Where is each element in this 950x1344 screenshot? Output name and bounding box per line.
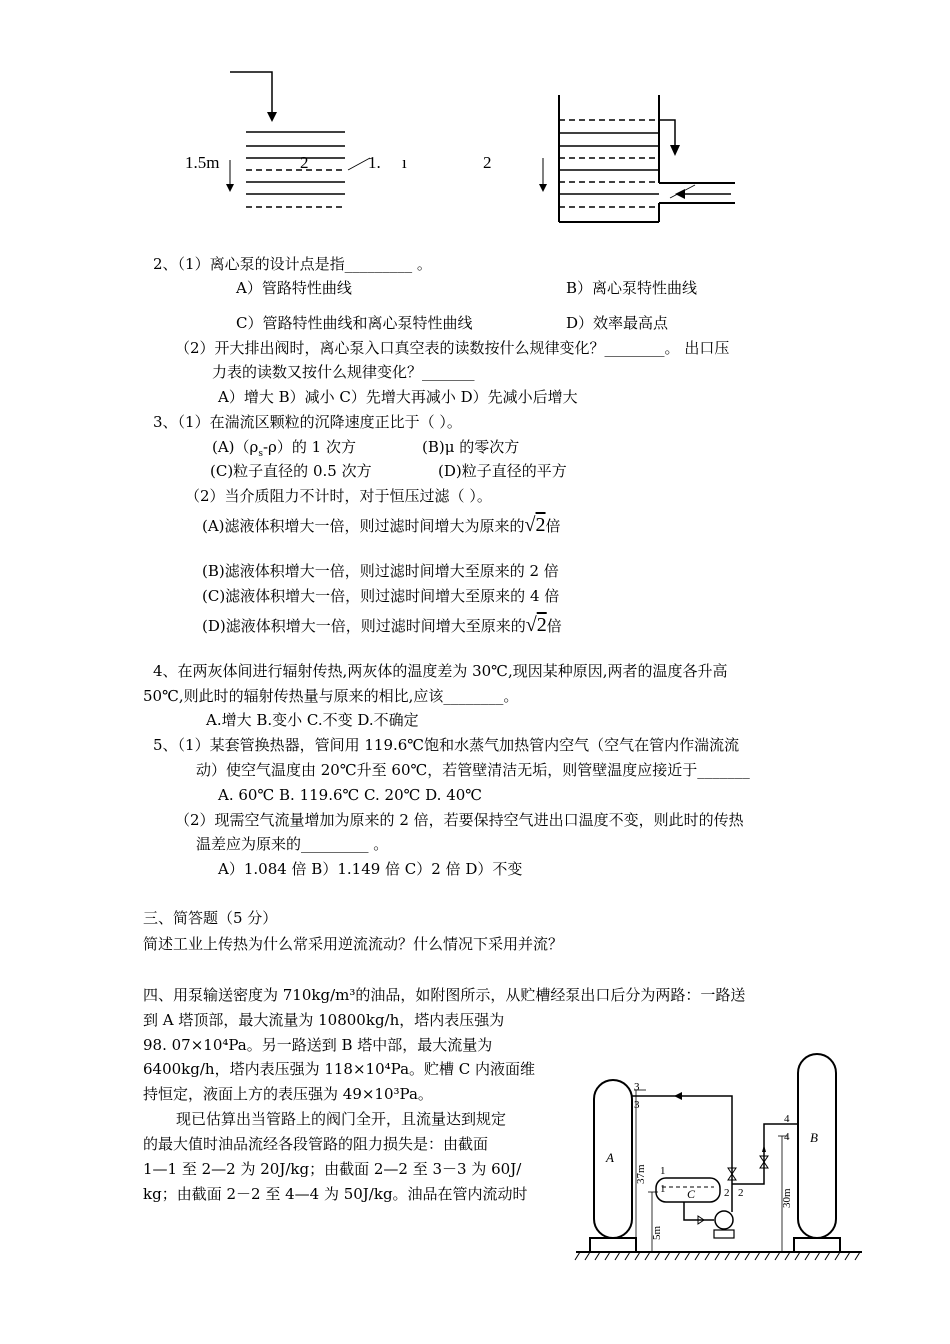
bei-label: 倍: [546, 617, 562, 635]
fig-label-1-5m: 1.5m: [185, 153, 220, 172]
section-2-label: 2: [724, 1187, 730, 1199]
tower-b-label: B: [810, 1130, 818, 1145]
height-5m: 5m: [651, 1225, 663, 1240]
q5-options1: A. 60℃ B. 119.6℃ C. 20℃ D. 40℃: [218, 786, 483, 804]
top-right-figure: [535, 90, 740, 230]
q3-filter-c: (C)滤液体积增大一倍，则过滤时间增大至原来的 4 倍: [202, 587, 560, 605]
bei-label: 倍: [545, 517, 561, 535]
section4-line3: 98. 07×10⁴Pa。另一路送到 B 塔中部，最大流量为: [143, 1036, 493, 1054]
q2-stem1: 2、（1）离心泵的设计点是指_________ 。: [153, 255, 432, 273]
q3-option-a: [212, 437, 356, 464]
q2-option-b: B）离心泵特性曲线: [566, 279, 698, 297]
fig-top-mid-label: 2: [483, 153, 492, 172]
section4-line2: 到 A 塔顶部，最大流量为 10800kg/h，塔内表压强为: [143, 1011, 505, 1029]
q3-filter-a: [202, 515, 561, 536]
q3-option-c: (C)粒子直径的 0.5 次方: [210, 462, 372, 480]
section4-line8: 1—1 至 2—2 为 20J/kg；由截面 2—2 至 3－3 为 60J/: [143, 1160, 522, 1178]
q3-option-b: (B)μ 的零次方: [422, 438, 520, 456]
q2-option-c: C）管路特性曲线和离心泵特性曲线: [236, 314, 473, 332]
q5-line4: 温差应为原来的_________ 。: [196, 835, 389, 853]
section-1-label: 1: [660, 1183, 666, 1195]
section4-line5: 持恒定，液面上方的表压强为 49×10³Pa。: [143, 1085, 433, 1103]
tank-c-label: C: [687, 1187, 696, 1201]
q3-stem1: 3、（1）在湍流区颗粒的沉降速度正比于（ ）。: [153, 413, 462, 431]
section4-line7: 的最大值时油品流经各段管路的阻力损失是：由截面: [143, 1135, 489, 1153]
q3-option-a-sub: s: [258, 449, 263, 459]
section-3-label: 3: [634, 1099, 640, 1111]
section-1-label: 1: [660, 1165, 666, 1177]
q3-option-a-rest: -ρ）的 1 次方: [262, 438, 356, 456]
q5-line1: 5、（1）某套管换热器，管间用 119.6℃饱和水蒸气加热管内空气（空气在管内作湍流流: [153, 736, 740, 754]
q4-line2: 50℃,则此时的辐射传热量与原来的相比,应该________。: [143, 687, 519, 705]
q3-filter-a-text: (A)滤液体积增大一倍，则过滤时间增大为原来的: [202, 517, 525, 535]
sqrt-two: 2: [536, 614, 547, 636]
q2-options2: A）增大 B）减小 C）先增大再减小 D）先减小后增大: [218, 388, 578, 406]
q2-option-a: A）管路特性曲线: [236, 279, 352, 297]
section3-title: 三、简答题（5 分）: [143, 909, 278, 927]
top-left-figure: [180, 62, 410, 227]
q3-option-d: (D)粒子直径的平方: [438, 462, 567, 480]
section-4-label: 4: [784, 1131, 790, 1143]
q5-line2: 动）使空气温度由 20℃升至 60℃，若管壁清洁无垢，则管壁温度应接近于_______: [196, 761, 750, 779]
q3-filter-b: (B)滤液体积增大一倍，则过滤时间增大至原来的 2 倍: [202, 562, 559, 580]
section-2-label: 2: [738, 1187, 744, 1199]
fig-label-1: 1.: [368, 153, 381, 172]
q3-filter-d-text: (D)滤液体积增大一倍，则过滤时间增大至原来的: [202, 617, 526, 635]
fig-label-2: 2: [300, 153, 309, 172]
height-37m: 37m: [635, 1164, 647, 1184]
q4-options: A.增大 B.变小 C.不变 D.不确定: [206, 711, 419, 729]
pump-tower-diagram: [574, 1044, 864, 1269]
height-30m: 30m: [781, 1188, 793, 1208]
sqrt-symbol: √: [525, 614, 537, 636]
sqrt-two: 2: [535, 514, 546, 536]
section4-line1: 四、用泵输送密度为 710kg/m³的油品，如附图所示，从贮槽经泵出口后分为两路：一路送: [143, 986, 746, 1004]
section-4-label: 4: [784, 1113, 790, 1125]
q3-stem2: （2）当介质阻力不计时，对于恒压过滤（ ）。: [185, 487, 492, 505]
section4-line4: 6400kg/h，塔内表压强为 118×10⁴Pa。贮槽 C 内液面维: [143, 1060, 536, 1078]
sqrt-symbol: √: [524, 514, 536, 536]
q3-option-a-text: (A)（ρ: [212, 438, 259, 456]
q5-line3: （2）现需空气流量增加为原来的 2 倍，若要保持空气进出口温度不变，则此时的传热: [175, 811, 744, 829]
q2-stem2-line1: （2）开大排出阀时，离心泵入口真空表的读数按什么规律变化？________。 出口压: [175, 339, 730, 357]
q4-line1: 4、在两灰体间进行辐射传热,两灰体的温度差为 30℃,现因某种原因,两者的温度各升高: [153, 662, 728, 680]
q2-stem2-line2: 力表的读数又按什么规律变化？_______: [212, 363, 475, 381]
q2-option-d: D）效率最高点: [566, 314, 669, 332]
section4-line9: kg；由截面 2－2 至 4—4 为 50J/kg。油品在管内流动时: [143, 1185, 528, 1203]
section4-line6: 现已估算出当管路上的阀门全开，且流量达到规定: [176, 1110, 507, 1128]
q5-options2: A）1.084 倍 B）1.149 倍 C）2 倍 D）不变: [218, 860, 523, 878]
tower-a-label: A: [606, 1150, 614, 1165]
section-3-label: 3: [634, 1081, 640, 1093]
section3-question: 简述工业上传热为什么常采用逆流流动？什么情况下采用并流？: [143, 935, 564, 953]
q3-filter-d: [202, 615, 562, 636]
fig-label-i: ı: [402, 153, 407, 172]
